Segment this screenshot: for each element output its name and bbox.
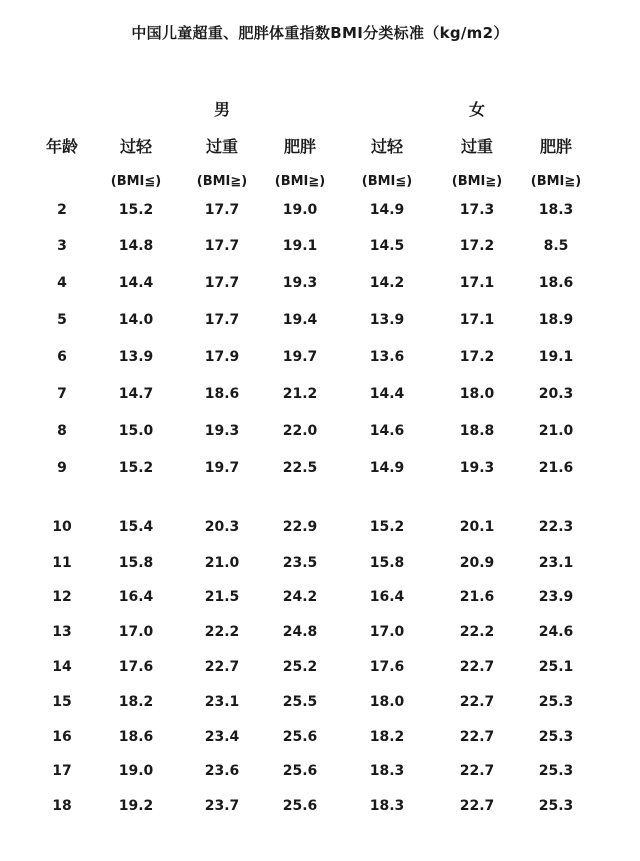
column-header-male-overweight: 过重 [205,137,239,156]
age-cell: 11 [52,555,72,571]
bmi-cell-female-obese: 18.3 [538,202,574,218]
bmi-cell-male-overweight: 23.4 [204,729,240,745]
column-header-male-obese: 肥胖 [283,137,317,156]
bmi-cell-male-underweight: 14.8 [118,238,154,254]
bmi-cell-male-underweight: 15.2 [118,202,154,218]
bmi-cell-female-obese: 23.1 [538,555,574,571]
bmi-cell-male-underweight: 14.7 [118,386,154,402]
bmi-cell-male-obese: 22.5 [282,460,318,476]
bmi-cell-male-obese: 25.2 [282,659,318,675]
bmi-cell-female-underweight: 14.6 [369,423,405,439]
age-cell: 3 [57,238,67,254]
bmi-cell-female-underweight: 17.6 [369,659,405,675]
bmi-cell-female-overweight: 21.6 [459,589,495,605]
bmi-cell-male-overweight: 20.3 [204,519,240,535]
bmi-cell-male-overweight: 17.7 [204,312,240,328]
bmi-cell-male-obese: 19.3 [282,275,318,291]
age-cell: 16 [52,729,72,745]
bmi-cell-female-obese: 20.3 [538,386,574,402]
bmi-cell-male-underweight: 14.0 [118,312,154,328]
bmi-cell-female-obese: 24.6 [538,624,574,640]
bmi-cell-female-overweight: 20.1 [459,519,495,535]
bmi-cell-female-overweight: 17.2 [459,349,495,365]
bmi-cell-male-overweight: 23.1 [204,694,240,710]
bmi-cell-female-obese: 21.6 [538,460,574,476]
bmi-cell-male-underweight: 14.4 [118,275,154,291]
bmi-cell-female-overweight: 22.2 [459,624,495,640]
age-cell: 17 [52,763,72,779]
bmi-cell-male-underweight: 17.6 [118,659,154,675]
page-title: 中国儿童超重、肥胖体重指数BMI分类标准（kg/m2） [131,24,509,42]
age-cell: 7 [57,386,67,402]
bmi-cell-male-obese: 19.4 [282,312,318,328]
bmi-cell-male-obese: 25.6 [282,729,318,745]
bmi-cell-male-underweight: 19.0 [118,763,154,779]
age-cell: 13 [52,624,72,640]
bmi-cell-male-overweight: 17.7 [204,238,240,254]
bmi-cell-male-overweight: 21.5 [204,589,240,605]
age-cell: 12 [52,589,72,605]
column-header-female-underweight: 过轻 [370,137,404,156]
bmi-cell-male-overweight: 17.7 [204,275,240,291]
bmi-cell-female-underweight: 18.0 [369,694,405,710]
bmi-cell-male-overweight: 22.7 [204,659,240,675]
unit-label-female-obese: (BMI≧) [530,174,582,189]
age-cell: 14 [52,659,72,675]
bmi-cell-female-overweight: 22.7 [459,659,495,675]
bmi-cell-female-overweight: 17.3 [459,202,495,218]
bmi-cell-female-underweight: 17.0 [369,624,405,640]
bmi-cell-male-underweight: 15.0 [118,423,154,439]
group-female-label: 女 [468,100,486,119]
bmi-cell-male-obese: 25.6 [282,763,318,779]
bmi-cell-male-underweight: 15.8 [118,555,154,571]
age-cell: 2 [57,202,67,218]
bmi-cell-male-obese: 25.5 [282,694,318,710]
bmi-cell-male-underweight: 13.9 [118,349,154,365]
unit-label-female-underweight: (BMI≦) [361,174,413,189]
bmi-cell-female-underweight: 15.2 [369,519,405,535]
bmi-cell-female-overweight: 18.0 [459,386,495,402]
age-cell: 9 [57,460,67,476]
bmi-cell-female-underweight: 16.4 [369,589,405,605]
bmi-cell-female-obese: 25.3 [538,694,574,710]
bmi-cell-female-underweight: 18.3 [369,763,405,779]
unit-label-male-overweight: (BMI≧) [196,174,248,189]
bmi-cell-male-overweight: 22.2 [204,624,240,640]
bmi-cell-male-obese: 25.6 [282,798,318,814]
bmi-cell-female-underweight: 13.9 [369,312,405,328]
bmi-cell-male-overweight: 17.9 [204,349,240,365]
column-header-age: 年龄 [45,137,79,156]
bmi-cell-male-obese: 23.5 [282,555,318,571]
bmi-cell-male-overweight: 23.6 [204,763,240,779]
bmi-cell-female-underweight: 18.2 [369,729,405,745]
unit-label-male-obese: (BMI≧) [274,174,326,189]
bmi-cell-female-obese: 21.0 [538,423,574,439]
age-cell: 15 [52,694,72,710]
bmi-cell-female-obese: 25.1 [538,659,574,675]
bmi-cell-female-obese: 18.9 [538,312,574,328]
bmi-cell-male-obese: 22.9 [282,519,318,535]
column-header-female-obese: 肥胖 [539,137,573,156]
bmi-cell-male-underweight: 15.4 [118,519,154,535]
bmi-cell-male-underweight: 18.6 [118,729,154,745]
bmi-cell-female-underweight: 14.5 [369,238,405,254]
age-cell: 10 [52,519,72,535]
column-header-male-underweight: 过轻 [119,137,153,156]
bmi-cell-female-underweight: 14.4 [369,386,405,402]
bmi-cell-male-underweight: 15.2 [118,460,154,476]
bmi-cell-female-overweight: 22.7 [459,694,495,710]
bmi-cell-female-underweight: 14.9 [369,460,405,476]
bmi-cell-female-underweight: 13.6 [369,349,405,365]
bmi-cell-male-obese: 19.0 [282,202,318,218]
bmi-cell-male-overweight: 17.7 [204,202,240,218]
unit-label-female-overweight: (BMI≧) [451,174,503,189]
bmi-cell-female-obese: 25.3 [538,729,574,745]
age-cell: 6 [57,349,67,365]
bmi-cell-male-overweight: 18.6 [204,386,240,402]
bmi-cell-male-underweight: 19.2 [118,798,154,814]
column-header-female-overweight: 过重 [460,137,494,156]
bmi-cell-female-obese: 8.5 [543,238,569,254]
bmi-cell-male-underweight: 18.2 [118,694,154,710]
bmi-cell-female-underweight: 18.3 [369,798,405,814]
bmi-cell-female-obese: 25.3 [538,763,574,779]
bmi-cell-female-underweight: 14.2 [369,275,405,291]
bmi-cell-male-obese: 22.0 [282,423,318,439]
bmi-cell-female-overweight: 22.7 [459,763,495,779]
bmi-cell-female-obese: 19.1 [538,349,574,365]
bmi-cell-male-underweight: 17.0 [118,624,154,640]
group-male-label: 男 [213,100,231,119]
bmi-cell-male-overweight: 23.7 [204,798,240,814]
bmi-cell-female-underweight: 14.9 [369,202,405,218]
bmi-cell-male-obese: 24.8 [282,624,318,640]
bmi-cell-male-underweight: 16.4 [118,589,154,605]
bmi-cell-male-obese: 21.2 [282,386,318,402]
bmi-cell-male-obese: 24.2 [282,589,318,605]
bmi-cell-female-obese: 22.3 [538,519,574,535]
bmi-cell-female-overweight: 22.7 [459,729,495,745]
bmi-cell-male-obese: 19.7 [282,349,318,365]
age-cell: 8 [57,423,67,439]
age-cell: 4 [57,275,67,291]
unit-label-male-underweight: (BMI≦) [110,174,162,189]
bmi-cell-female-overweight: 17.1 [459,312,495,328]
bmi-cell-female-obese: 18.6 [538,275,574,291]
bmi-cell-female-obese: 25.3 [538,798,574,814]
bmi-cell-male-overweight: 21.0 [204,555,240,571]
bmi-cell-male-overweight: 19.7 [204,460,240,476]
bmi-cell-female-overweight: 20.9 [459,555,495,571]
bmi-cell-female-overweight: 18.8 [459,423,495,439]
bmi-cell-female-overweight: 17.1 [459,275,495,291]
bmi-cell-female-underweight: 15.8 [369,555,405,571]
bmi-cell-female-obese: 23.9 [538,589,574,605]
age-cell: 18 [52,798,72,814]
bmi-cell-male-overweight: 19.3 [204,423,240,439]
bmi-cell-male-obese: 19.1 [282,238,318,254]
bmi-cell-female-overweight: 17.2 [459,238,495,254]
bmi-cell-female-overweight: 22.7 [459,798,495,814]
age-cell: 5 [57,312,67,328]
bmi-cell-female-overweight: 19.3 [459,460,495,476]
